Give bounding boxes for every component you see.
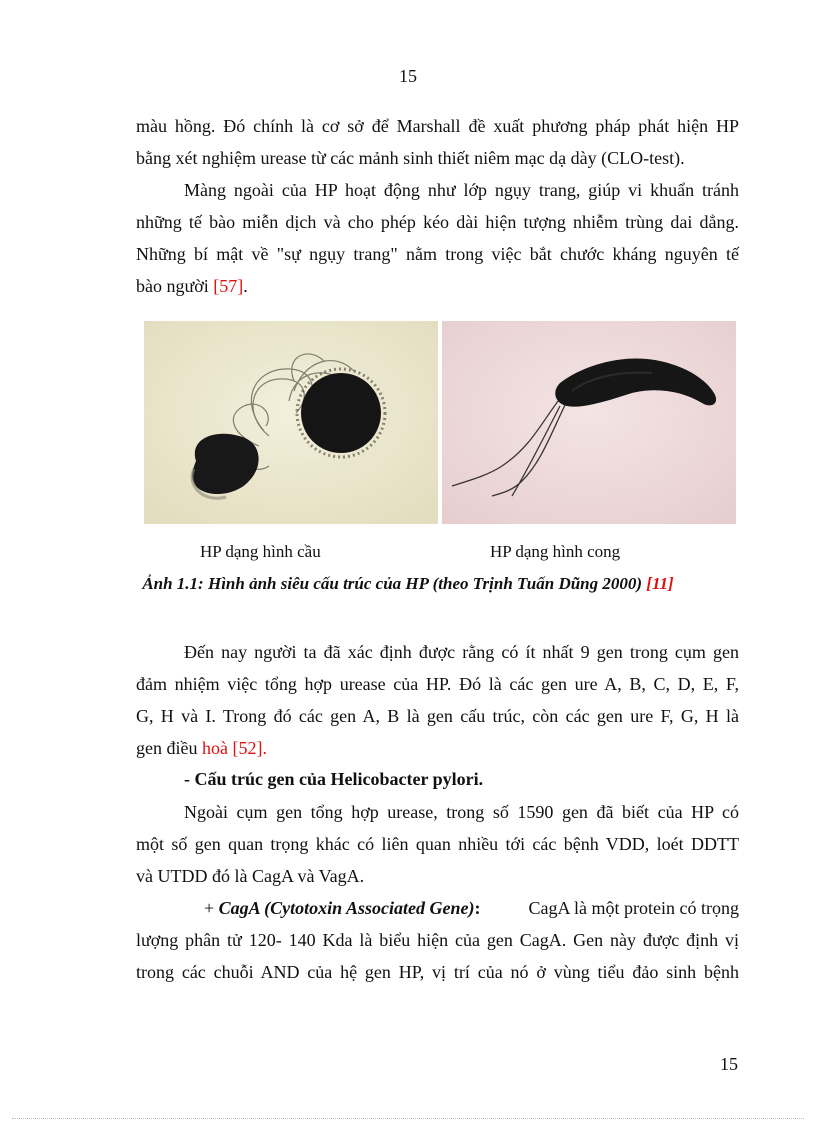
paragraph-5-line-2: lượng phân tử 120- 140 Kda là biểu hiện của gen CagA. Gen này được định vị: [136, 930, 739, 950]
paragraph-3-line-4-text: gen điều: [136, 738, 202, 758]
paragraph-3-line-1: Đến nay người ta đã xác định được rằng có ít nhất 9 gen trong cụm gen: [184, 642, 739, 662]
paragraph-4: [136, 796, 739, 892]
page-number-top: 15: [399, 66, 417, 86]
page-number-bottom: 15: [720, 1054, 738, 1074]
citation-11[interactable]: [11]: [646, 574, 674, 593]
figure-images: [144, 321, 736, 524]
paragraph-2: [136, 174, 739, 302]
paragraph-3-line-4: [136, 732, 739, 764]
paragraph-1: [136, 110, 739, 174]
paragraph-5-line-1: [136, 892, 739, 924]
paragraph-2-line-1: Màng ngoài của HP hoạt động như lớp ngụy trang, giúp vi khuẩn tránh: [184, 180, 739, 200]
paragraph-2-line-3: Những bí mật về "sự ngụy trang" nằm trong việc bắt chước kháng nguyên tế: [136, 244, 739, 264]
figure-caption-left: HP dạng hình cầu: [200, 542, 321, 561]
paragraph-4-line-2: một số gen quan trọng khác có liên quan nhiều tới các bệnh VDD, loét DDTT: [136, 834, 739, 854]
paragraph-1-line-2: bằng xét nghiệm urease từ các mảnh sinh thiết niêm mạc dạ dày (CLO-test).: [136, 148, 685, 168]
figure-title-text: Ảnh 1.1: Hình ảnh siêu cấu trúc của HP (theo Trịnh Tuấn Dũng 2000): [142, 574, 647, 593]
paragraph-2-line-2: những tế bào miễn dịch và cho phép kéo dài hiện tượng nhiễm trùng dai dẳng.: [136, 212, 739, 232]
section-heading-gene-structure: - Cấu trúc gen của Helicobacter pylori.: [184, 769, 484, 789]
paragraph-5: [136, 892, 739, 988]
paragraph-5-line-3: trong các chuỗi AND của hệ gen HP, vị trí của nó ở vùng tiểu đảo sinh bệnh: [136, 962, 739, 982]
paragraph-5-prefix: +: [204, 898, 219, 918]
page-break-divider: [12, 1118, 804, 1119]
citation-52[interactable]: hoà [52].: [201, 738, 267, 758]
micrograph-spiral-hp: [442, 321, 736, 524]
citation-57[interactable]: [57]: [213, 276, 244, 296]
paragraph-4-line-3: và UTDD đó là CagA và VagA.: [136, 866, 365, 886]
paragraph-3-line-2: đảm nhiệm việc tổng hợp urease của HP. Đó là các gen ure A, B, C, D, E, F,: [136, 674, 739, 694]
paragraph-4-line-1: Ngoài cụm gen tổng hợp urease, trong số 1590 gen đã biết của HP có: [184, 802, 739, 822]
paragraph-5-colon: :: [474, 898, 481, 918]
paragraph-1-line-1: màu hồng. Đó chính là cơ sở để Marshall đề xuất phương pháp phát hiện HP: [136, 116, 739, 136]
paragraph-3: [136, 636, 739, 764]
paragraph-3-line-3: G, H và I. Trong đó các gen A, B là gen cấu trúc, còn các gen ure F, G, H là: [136, 706, 739, 726]
cagA-term: CagA (Cytotoxin Associated Gene): [218, 898, 475, 918]
paragraph-2-line-4: [136, 270, 739, 302]
figure-caption-right: HP dạng hình cong: [490, 542, 621, 561]
paragraph-5-lead: [204, 892, 481, 924]
figure-title: [0, 574, 816, 594]
paragraph-2-line-4-text: bào người: [136, 276, 214, 296]
micrograph-coccoid-hp: [144, 321, 438, 524]
paragraph-2-line-4-end: .: [243, 276, 248, 296]
paragraph-5-line-1-rest: CagA là một protein có trọng: [524, 898, 739, 918]
